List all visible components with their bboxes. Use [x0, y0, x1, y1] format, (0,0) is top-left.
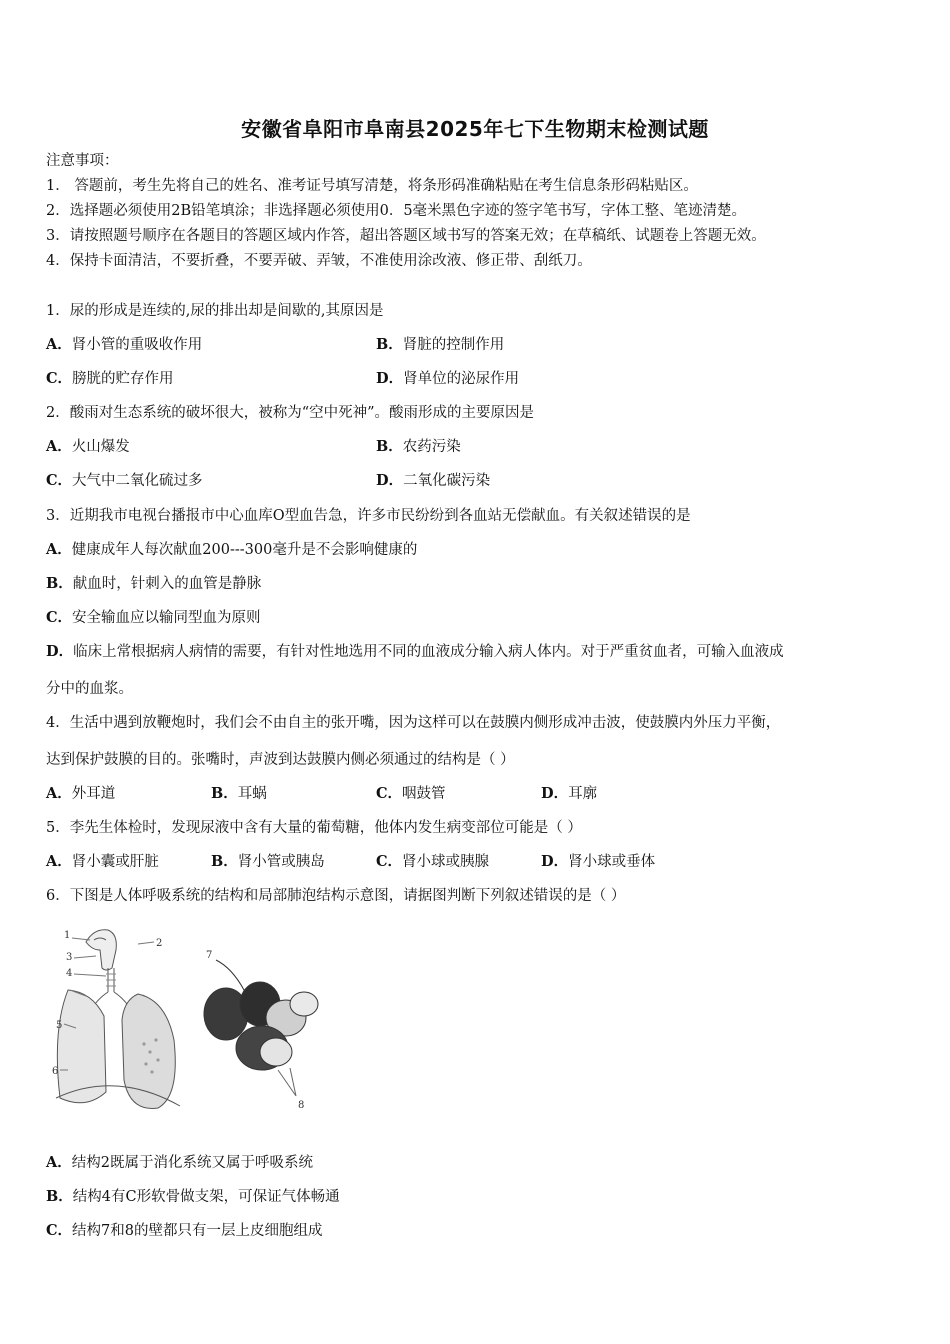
notice-item-4: 4．保持卡面清洁，不要折叠，不要弄破、弄皱，不准使用涂改液、修正带、刮纸刀。 [46, 253, 592, 269]
option-text: 献血时，针刺入的血管是静脉 [72, 576, 262, 592]
question-3-stem: 3．近期我市电视台播报市中心血库O型血告急，许多市民纷纷到各血站无偿献血。有关叙述错误的是 [46, 508, 691, 524]
q1-option-d[interactable] [376, 369, 519, 389]
q3-option-c[interactable] [46, 608, 261, 628]
option-key: C． [46, 370, 73, 387]
notice-item-3: 3．请按照题号顺序在各题目的答题区域内作答，超出答题区域书写的答案无效；在草稿纸、试题卷上答题无效。 [46, 228, 766, 244]
option-key: C． [46, 609, 73, 626]
option-text: 外耳道 [71, 786, 116, 802]
q3-option-a[interactable] [46, 540, 417, 560]
option-key: A． [46, 785, 72, 802]
notice-heading: 注意事项： [46, 153, 119, 169]
figure-label-8: 8 [298, 1100, 305, 1111]
option-key: D． [376, 472, 404, 489]
q2-option-b[interactable] [376, 437, 461, 457]
option-text: 肾小管的重吸收作用 [71, 337, 203, 353]
figure-label-5: 5 [56, 1020, 63, 1031]
q1-option-a[interactable] [46, 335, 202, 355]
option-text: 安全输血应以输同型血为原则 [72, 610, 261, 626]
question-6-stem: 6．下图是人体呼吸系统的结构和局部肺泡结构示意图，请据图判断下列叙述错误的是（ ） [46, 888, 626, 904]
q6-option-b[interactable] [46, 1187, 340, 1207]
option-text: 临床上常根据病人病情的需要，有针对性地选用不同的血液成分输入病人体内。对于严重贫血者，可输入血液成 [73, 644, 784, 660]
option-text: 大气中二氧化硫过多 [72, 473, 203, 489]
option-key: B． [46, 1188, 73, 1205]
page-title: 安徽省阜阳市阜南县2025年七下生物期末检测试题 [241, 117, 709, 141]
option-text: 肾小囊或肝脏 [71, 854, 159, 870]
option-key: B． [376, 438, 403, 455]
figure-label-1: 1 [64, 930, 71, 941]
option-key: A． [46, 1154, 72, 1171]
question-5-stem: 5．李先生体检时，发现尿液中含有大量的葡萄糖，他体内发生病变部位可能是（ ） [46, 820, 582, 836]
option-key: B． [376, 336, 403, 353]
q5-option-c[interactable] [376, 852, 489, 872]
q6-option-a[interactable] [46, 1153, 313, 1173]
option-key: C． [46, 472, 73, 489]
option-key: B． [46, 575, 73, 592]
q4-option-c[interactable] [376, 784, 446, 804]
option-text: 肾小管或胰岛 [237, 854, 325, 870]
q2-option-d[interactable] [376, 471, 490, 491]
option-text: 农药污染 [402, 439, 461, 455]
option-key: D． [376, 370, 404, 387]
figure-label-4: 4 [66, 968, 73, 979]
question-4-stem-line2: 达到保护鼓膜的目的。张嘴时，声波到达鼓膜内侧必须通过的结构是（ ） [46, 752, 515, 768]
question-1-stem: 1．尿的形成是连续的,尿的排出却是间歇的,其原因是 [46, 303, 384, 319]
option-text: 肾单位的泌尿作用 [403, 371, 520, 387]
option-key: B． [211, 785, 238, 802]
q6-option-c[interactable] [46, 1221, 323, 1241]
option-text: 肾小球或胰腺 [402, 854, 490, 870]
question-4-stem-line1: 4．生活中遇到放鞭炮时，我们会不由自主的张开嘴，因为这样可以在鼓膜内侧形成冲击波，使鼓膜内外压力平衡， [46, 715, 781, 731]
option-text: 耳廓 [568, 786, 598, 802]
option-text: 肾小球或垂体 [568, 854, 656, 870]
respiratory-system-figure [46, 920, 336, 1120]
q3-option-b[interactable] [46, 574, 261, 594]
option-text: 耳蜗 [237, 786, 267, 802]
q1-option-b[interactable] [376, 335, 504, 355]
figure-label-7: 7 [206, 950, 213, 961]
notice-item-1: 1． 答题前，考生先将自己的姓名、准考证号填写清楚，将条形码准确粘贴在考生信息条形码粘贴区。 [46, 178, 698, 194]
option-text: 二氧化碳污染 [403, 473, 491, 489]
option-key: D． [541, 853, 569, 870]
option-text: 结构2既属于消化系统又属于呼吸系统 [71, 1155, 313, 1171]
q5-option-d[interactable] [541, 852, 655, 872]
q2-option-a[interactable] [46, 437, 130, 457]
option-text: 结构4有C形软骨做支架，可保证气体畅通 [72, 1189, 340, 1205]
option-key: D． [46, 643, 74, 660]
q4-option-b[interactable] [211, 784, 267, 804]
option-key: A． [46, 336, 72, 353]
figure-label-3: 3 [66, 952, 73, 963]
option-key: C． [376, 785, 403, 802]
option-text: 咽鼓管 [402, 786, 446, 802]
q1-option-c[interactable] [46, 369, 174, 389]
option-key: C． [376, 853, 403, 870]
option-text: 肾脏的控制作用 [402, 337, 505, 353]
option-key: C． [46, 1222, 73, 1239]
q4-option-a[interactable] [46, 784, 115, 804]
option-text: 结构7和8的壁都只有一层上皮细胞组成 [72, 1223, 323, 1239]
q2-option-c[interactable] [46, 471, 203, 491]
option-key: B． [211, 853, 238, 870]
option-key: D． [541, 785, 569, 802]
option-text: 膀胱的贮存作用 [72, 371, 174, 387]
q4-option-d[interactable] [541, 784, 597, 804]
option-text: 健康成年人每次献血200---300毫升是不会影响健康的 [71, 542, 418, 558]
q3-option-d-continuation: 分中的血浆。 [46, 681, 133, 697]
notice-item-2: 2．选择题必须使用2B铅笔填涂；非选择题必须使用0．5毫米黑色字迹的签字笔书写，字体工整、笔迹清楚。 [46, 203, 747, 219]
q5-option-b[interactable] [211, 852, 325, 872]
q3-option-d[interactable] [46, 642, 784, 662]
option-key: A． [46, 438, 72, 455]
figure-label-2: 2 [156, 938, 163, 949]
figure-label-6: 6 [52, 1066, 59, 1077]
question-2-stem: 2．酸雨对生态系统的破坏很大，被称为“空中死神”。酸雨形成的主要原因是 [46, 405, 535, 421]
option-key: A． [46, 853, 72, 870]
option-text: 火山爆发 [71, 439, 130, 455]
option-key: A． [46, 541, 72, 558]
q5-option-a[interactable] [46, 852, 159, 872]
